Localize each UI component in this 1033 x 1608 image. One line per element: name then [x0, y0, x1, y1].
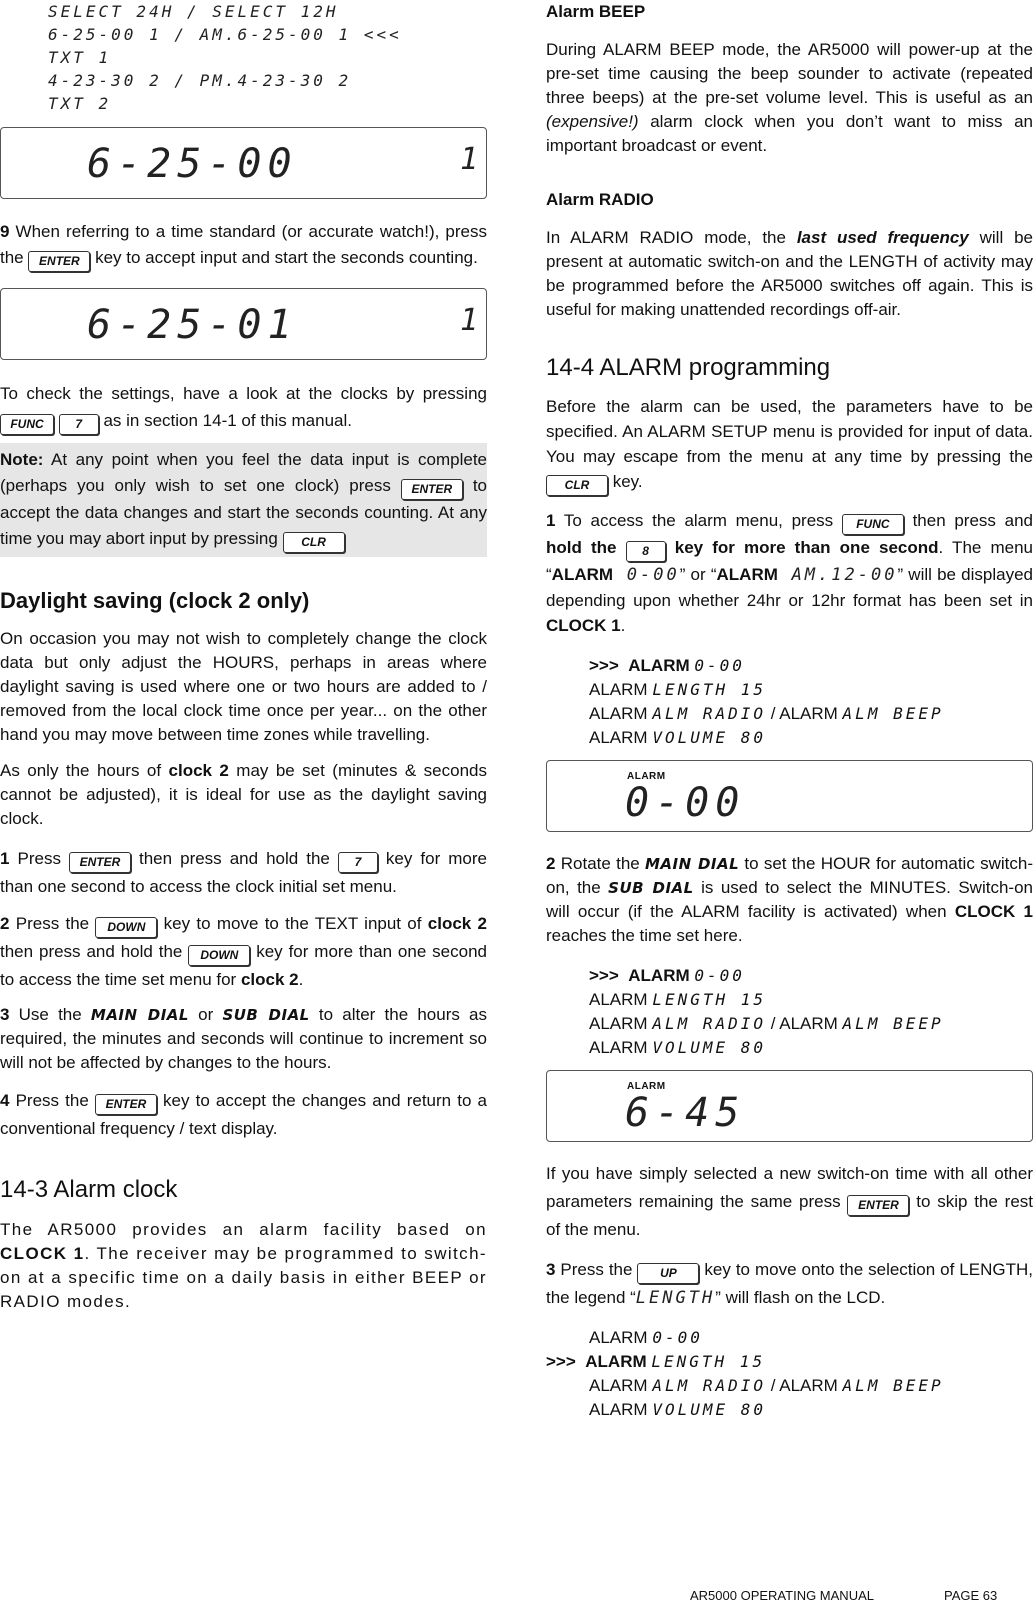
- alarm-step-1: 1 To access the alarm menu, press FUNC then press and hold the 8 key for more than one second. The menu “ALARM 0-00” or “ALARM AM.12-00” will be displayed depending upon whether 24hr or 12hr format has been set in CLOCK 1.: [546, 511, 1033, 635]
- alarm-radio-heading: Alarm RADIO: [546, 190, 654, 209]
- menu-line: TXT 1: [48, 48, 112, 67]
- step-9: 9 When referring to a time standard (or accurate watch!), press the ENTER key to accept input and start the seconds counting.: [0, 219, 487, 272]
- check-settings-paragraph: To check the settings, have a look at the clocks by pressing FUNC 7 as in section 14-1 of this manual.: [0, 380, 487, 435]
- daylight-heading: Daylight saving (clock 2 only): [0, 588, 310, 613]
- daylight-step-3: 3 Use the MAIN DIAL or SUB DIAL to alter the hours as required, the minutes and seconds will continue to increment so will not be affected by changes to the hours.: [0, 1005, 488, 1072]
- menu-row-active: >>> ALARM LENGTH 15: [546, 1352, 766, 1371]
- footer-page-number: PAGE 63: [944, 1588, 998, 1603]
- menu-row: ALARM VOLUME 80: [589, 1038, 767, 1057]
- alarm-programming-heading: 14-4 ALARM programming: [546, 354, 831, 381]
- menu-row-active: >>> ALARM 0-00: [589, 966, 745, 985]
- alarm-clock-paragraph: The AR5000 provides an alarm facility based on CLOCK 1. The receiver may be programmed to switch-on at a specific time on a daily basis in either BEEP or RADIO modes.: [0, 1220, 487, 1311]
- menu-row: ALARM ALM RADIO / ALARM ALM BEEP: [589, 1014, 944, 1033]
- main-dial-label: MAIN DIAL: [90, 1006, 189, 1024]
- sub-dial-label: SUB DIAL: [608, 879, 694, 897]
- eight-key: 8: [626, 541, 666, 562]
- menu-line: 6-25-00 1 / AM.6-25-00 1 <<<: [48, 25, 402, 44]
- menu-row: ALARM ALM RADIO / ALARM ALM BEEP: [589, 704, 944, 723]
- clr-key: CLR: [283, 532, 345, 553]
- alarm-step-3: 3 Press the UP key to move onto the selection of LENGTH, the legend “LENGTH” will flash on the LCD.: [546, 1260, 1033, 1308]
- alarm-radio-paragraph: In ALARM RADIO mode, the last used frequency will be present at automatic switch-on and the LENGTH of activity may be programmed before the AR5000 switches off again. This is useful for making unattended recordings off-air.: [546, 228, 1033, 319]
- menu-row: ALARM VOLUME 80: [589, 1400, 767, 1419]
- daylight-paragraph-2: As only the hours of clock 2 may be set (minutes & seconds cannot be adjusted), it is ideal for use as the daylight saving clock.: [0, 761, 487, 828]
- lcd-time: 6-25-01: [87, 302, 298, 348]
- enter-key: ENTER: [69, 852, 131, 873]
- right-column: [546, 0, 1033, 1422]
- menu-row: ALARM VOLUME 80: [589, 728, 767, 747]
- enter-key: ENTER: [847, 1195, 909, 1216]
- lcd-time: 0-00: [625, 780, 746, 826]
- alarm-menu-b: [589, 964, 1033, 1060]
- lcd-clock-indicator: 1: [459, 303, 478, 338]
- alarm-menu-a: [589, 654, 1033, 750]
- menu-row: ALARM 0-00: [589, 1328, 703, 1347]
- daylight-step-1: 1 Press ENTER then press and hold the 7 key for more than one second to access the clock initial set menu.: [0, 849, 487, 896]
- alarm-beep-paragraph: During ALARM BEEP mode, the AR5000 will power-up at the pre-set time causing the beep sounder to activate (repeated three beeps) at the pre-set volume level. This is useful as an (expensive!) alarm clock when you don’t want to miss an important broadcast or event.: [546, 40, 1033, 155]
- down-key: DOWN: [188, 945, 250, 966]
- menu-line: TXT 2: [48, 94, 112, 113]
- func-key: FUNC: [0, 414, 54, 435]
- enter-key: ENTER: [28, 251, 90, 272]
- menu-row: ALARM ALM RADIO / ALARM ALM BEEP: [589, 1376, 944, 1395]
- skip-paragraph: If you have simply selected a new switch-on time with all other parameters remaining the same press ENTER to skip the rest of the menu.: [546, 1164, 1033, 1239]
- alarm-step-2: 2 Rotate the MAIN DIAL to set the HOUR for automatic switch-on, the SUB DIAL is used to select the MINUTES. Switch-on will occur (if the ALARM facility is activated) when CLOCK 1 reaches the time set here.: [546, 854, 1033, 945]
- clr-key: CLR: [546, 475, 608, 496]
- menu-pointer: >>>: [546, 1352, 576, 1371]
- daylight-step-2: 2 Press the DOWN key to move to the TEXT input of clock 2 then press and hold the DOWN key for more than one second to access the time set menu for clock 2.: [0, 914, 488, 989]
- alarm-beep-heading: Alarm BEEP: [546, 2, 646, 21]
- lcd-alarm-label: ALARM: [627, 771, 666, 782]
- alarm-menu-c: [546, 1326, 1033, 1422]
- lcd-display-2: [0, 288, 487, 360]
- menu-line: 4-23-30 2 / PM.4-23-30 2: [48, 71, 352, 90]
- lcd-time: 6-45: [625, 1090, 746, 1136]
- left-column: [0, 0, 487, 1314]
- daylight-step-4: 4 Press the ENTER key to accept the changes and return to a conventional frequency / text display.: [0, 1091, 487, 1138]
- menu-line: SELECT 24H / SELECT 12H: [48, 2, 339, 21]
- enter-key: ENTER: [95, 1094, 157, 1115]
- enter-key: ENTER: [401, 479, 463, 500]
- sub-dial-label: SUB DIAL: [222, 1006, 310, 1024]
- footer-manual-title: AR5000 OPERATING MANUAL: [690, 1588, 874, 1603]
- alarm-clock-heading: 14-3 Alarm clock: [0, 1176, 178, 1203]
- down-key: DOWN: [95, 917, 157, 938]
- lcd-display-1: [0, 127, 487, 199]
- lcd-display-alarm-a: [546, 760, 1033, 832]
- menu-row: ALARM LENGTH 15: [589, 990, 767, 1009]
- seven-key: 7: [59, 414, 99, 435]
- menu-pointer: >>>: [589, 966, 619, 985]
- menu-pointer: >>>: [589, 656, 619, 675]
- daylight-paragraph: On occasion you may not wish to completely change the clock data but only adjust the HOURS, perhaps in areas where daylight saving is used where one or two hours are added to / removed from the local clock time once per year... on the other hand you may move between time zones while travelling.: [0, 629, 487, 744]
- up-key: UP: [637, 1263, 699, 1284]
- menu-row-active: >>> ALARM 0-00: [589, 656, 745, 675]
- note-label: Note:: [0, 450, 44, 469]
- lcd-time: 6-25-00: [87, 141, 298, 187]
- note-box: Note: At any point when you feel the data input is complete (perhaps you only wish to set one clock) press ENTER to accept the data changes and start the seconds counting. At any time you may abort input by pressing CLR: [0, 443, 487, 557]
- func-key: FUNC: [842, 514, 904, 535]
- main-dial-label: MAIN DIAL: [645, 855, 740, 873]
- lcd-alarm-label: ALARM: [627, 1081, 666, 1092]
- lcd-clock-indicator: 1: [459, 142, 478, 177]
- lcd-display-alarm-b: [546, 1070, 1033, 1142]
- clock-menu-listing: [48, 0, 487, 115]
- menu-row: ALARM LENGTH 15: [589, 680, 767, 699]
- seven-key: 7: [338, 852, 378, 873]
- alarm-programming-paragraph: Before the alarm can be used, the parameters have to be specified. An ALARM SETUP menu is provided for input of data. You may escape from the menu at any time by pressing the CLR key.: [546, 394, 1033, 496]
